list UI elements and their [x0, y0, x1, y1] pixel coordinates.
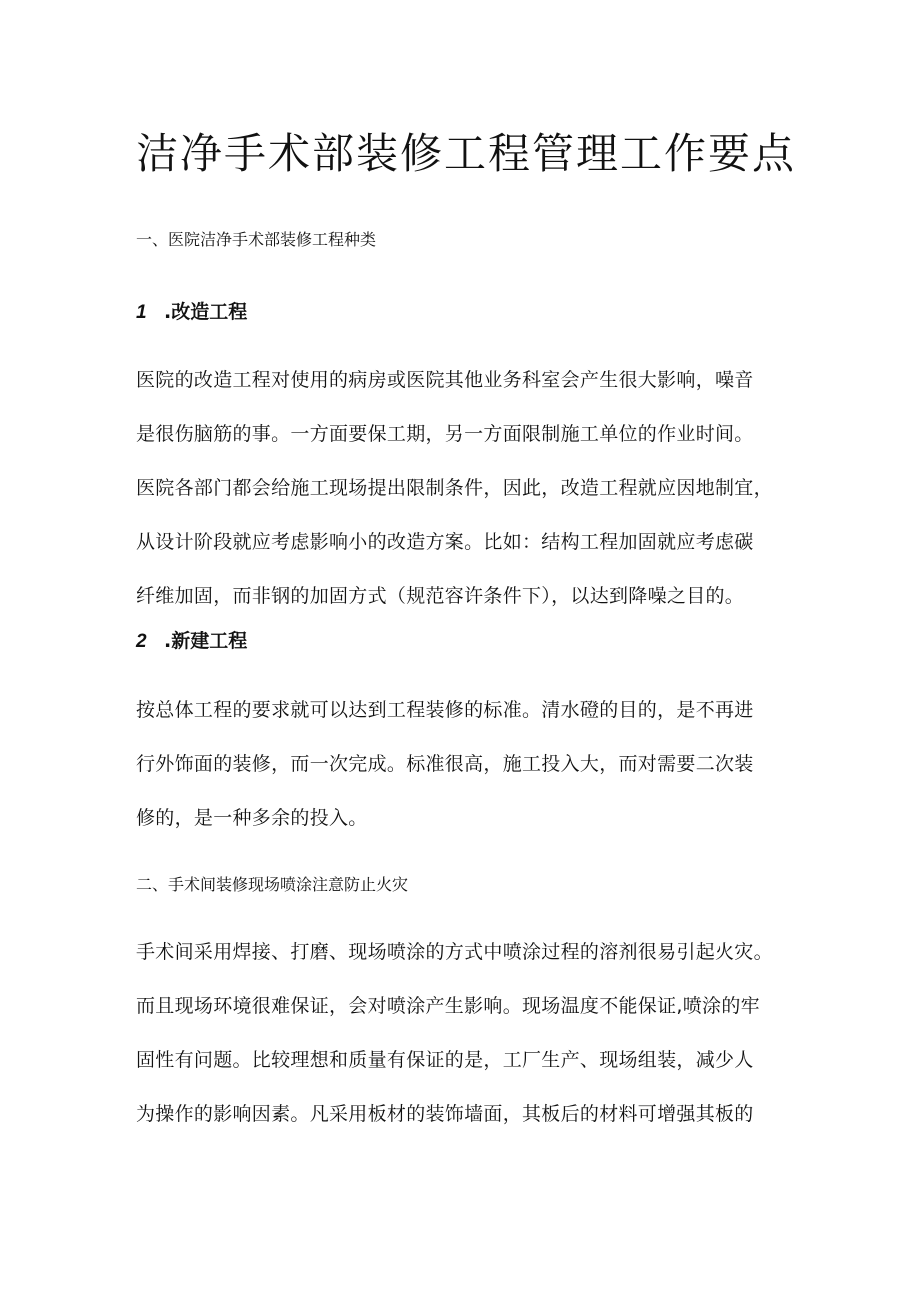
section-heading-2: 二、手术间装修现场喷涂注意防止火灾 — [136, 875, 409, 894]
subsection-label: .改造工程 — [164, 301, 248, 323]
paragraph-line: 纤维加固，而非钢的加固方式（规范容许条件下），以达到降噪之目的。 — [136, 585, 745, 607]
document-title: 洁净手术部装修工程管理工作要点 — [136, 129, 797, 178]
paragraph-line: 手术间采用焊接、打磨、现场喷涂的方式中喷涂过程的溶剂很易引起火灾。 — [136, 941, 773, 963]
subsection-number: 2 — [136, 631, 147, 652]
paragraph-line: 行外饰面的装修，而一次完成。标准很高，施工投入大，而对需要二次装 — [136, 753, 754, 775]
section-heading-1: 一、医院洁净手术部装修工程种类 — [136, 230, 377, 249]
paragraph-new-construction — [136, 694, 796, 856]
paragraph-line: 从设计阶段就应考虑影响小的改造方案。比如：结构工程加固就应考虑碳 — [136, 531, 754, 553]
paragraph-line: 按总体工程的要求就可以达到工程装修的标准。清水磴的目的，是不再进 — [136, 699, 754, 721]
paragraph-line: 而且现场环境很难保证，会对喷涂产生影响。现场温度不能保证,喷涂的牢 — [136, 995, 760, 1017]
subsection-heading-2 — [136, 628, 247, 655]
subsection-number: 1 — [136, 302, 147, 323]
paragraph-renovation — [136, 364, 796, 634]
paragraph-line: 医院各部门都会给施工现场提出限制条件，因此，改造工程就应因地制宜， — [136, 477, 773, 499]
paragraph-line: 医院的改造工程对使用的病房或医院其他业务科室会产生很大影响，噪音 — [136, 369, 754, 391]
paragraph-fire-prevention — [136, 936, 796, 1152]
subsection-heading-1 — [136, 299, 247, 326]
paragraph-line: 是很伤脑筋的事。一方面要保工期，另一方面限制施工单位的作业时间。 — [136, 423, 754, 445]
paragraph-line: 固性有问题。比较理想和质量有保证的是，工厂生产、现场组装，减少人 — [136, 1049, 754, 1071]
paragraph-line: 为操作的影响因素。凡采用板材的装饰墙面，其板后的材料可增强其板的 — [136, 1103, 754, 1125]
paragraph-line: 修的，是一种多余的投入。 — [136, 807, 368, 829]
subsection-label: .新建工程 — [164, 630, 248, 652]
